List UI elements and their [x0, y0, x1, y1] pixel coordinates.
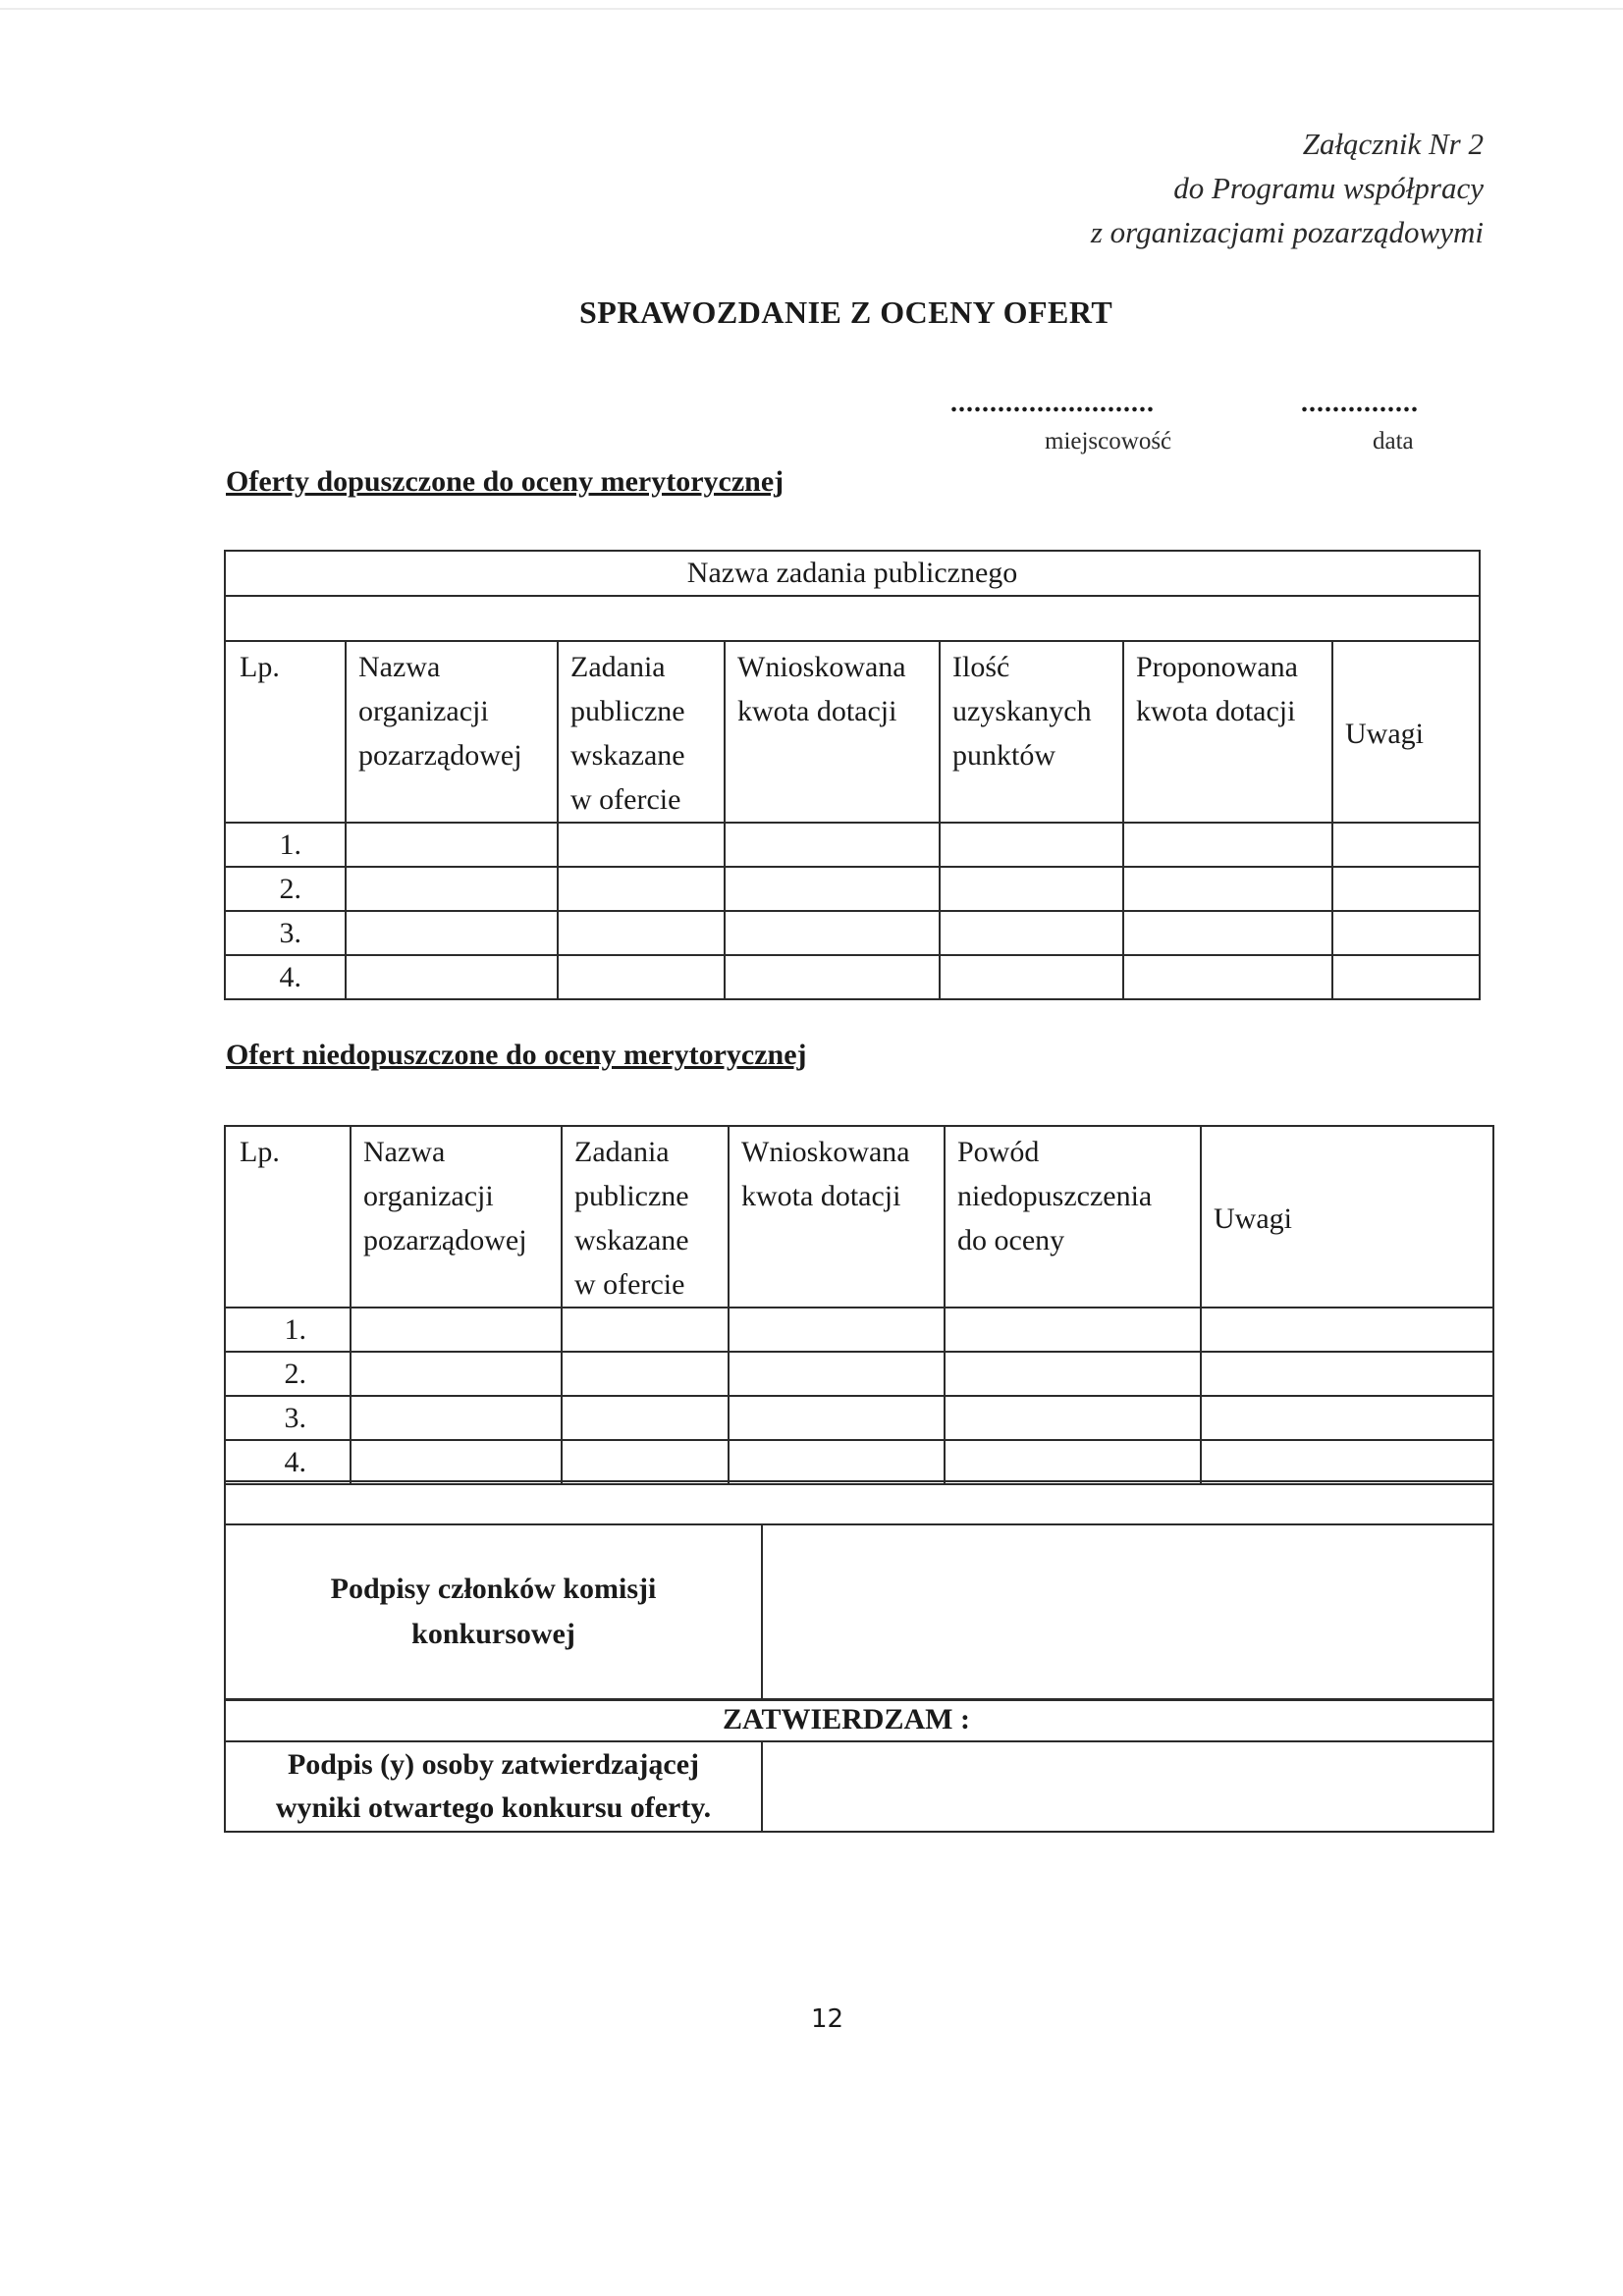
approver-label-line-1: Podpis (y) osoby zatwierdzającej: [287, 1748, 700, 1781]
column-header-line: Powód: [957, 1136, 1040, 1168]
table-cell-remarks[interactable]: [1201, 1440, 1493, 1484]
column-header-lp: [225, 641, 346, 823]
column-header-line: Proponowana: [1136, 651, 1298, 683]
column-header-line: uzyskanych: [952, 695, 1092, 727]
task-name-field[interactable]: [225, 596, 1480, 641]
table-cell-points[interactable]: [940, 911, 1123, 955]
column-header-line: Zadania: [574, 1136, 670, 1168]
table-row: [225, 911, 1480, 955]
table-cell-organization-name[interactable]: [346, 867, 558, 911]
approver-signature-label: [225, 1741, 762, 1832]
scan-top-edge: [0, 8, 1623, 10]
table-cell-requested-amount[interactable]: [725, 911, 940, 955]
table-cell-rejection-reason[interactable]: [945, 1352, 1201, 1396]
column-header-line: organizacji: [358, 695, 489, 727]
table-cell-rejection-reason[interactable]: [945, 1308, 1201, 1352]
table-cell-public-tasks[interactable]: [558, 911, 725, 955]
spacer-cell: [225, 1481, 1493, 1524]
task-name-row: [225, 551, 1480, 596]
table-cell-organization-name[interactable]: [351, 1440, 562, 1484]
column-header-line: kwota dotacji: [741, 1180, 901, 1212]
approver-label-line-2: wyniki otwartego konkursu oferty.: [275, 1791, 712, 1824]
table-cell-proposed-amount[interactable]: [1123, 911, 1332, 955]
table-cell-public-tasks[interactable]: [562, 1308, 729, 1352]
column-header-line: Lp.: [240, 651, 280, 683]
annex-line-2: do Programu współpracy: [1173, 171, 1484, 205]
column-header-line: Nazwa: [363, 1136, 446, 1168]
row-number: 4.: [225, 1440, 351, 1484]
table-cell-organization-name[interactable]: [351, 1308, 562, 1352]
column-header-line: punktów: [952, 739, 1055, 772]
column-header-line: Nazwa: [358, 651, 441, 683]
table-cell-organization-name[interactable]: [351, 1396, 562, 1440]
place-label: miejscowość: [1045, 428, 1172, 454]
column-header-line: pozarządowej: [363, 1224, 527, 1256]
table-cell-remarks[interactable]: [1332, 911, 1480, 955]
table-cell-public-tasks[interactable]: [558, 867, 725, 911]
table-cell-requested-amount[interactable]: [725, 867, 940, 911]
table-cell-public-tasks[interactable]: [562, 1352, 729, 1396]
task-name-input-row: [225, 596, 1480, 641]
annex-line-3: z organizacjami pozarządowymi: [1090, 215, 1484, 249]
row-number: 3.: [225, 911, 346, 955]
column-header-proposed-amount: [1123, 641, 1332, 823]
table-cell-remarks[interactable]: [1332, 867, 1480, 911]
table-cell-requested-amount[interactable]: [729, 1308, 945, 1352]
column-header-line: Uwagi: [1345, 717, 1424, 750]
committee-label-line-2: konkursowej: [411, 1618, 575, 1650]
column-header-rejection-reason: [945, 1126, 1201, 1308]
approver-signature-field[interactable]: [762, 1741, 1493, 1832]
table-row: [225, 867, 1480, 911]
column-header-line: Lp.: [240, 1136, 280, 1168]
row-number: 4.: [225, 955, 346, 999]
document-title: SPRAWOZDANIE Z OCENY OFERT: [579, 294, 1113, 330]
approve-label: ZATWIERDZAM :: [225, 1700, 1493, 1742]
committee-signature-label: [225, 1524, 762, 1700]
column-header-line: Ilość: [952, 651, 1010, 683]
column-header-organization-name: [346, 641, 558, 823]
column-header-line: publiczne: [570, 695, 685, 727]
column-header-line: Zadania: [570, 651, 666, 683]
table-cell-organization-name[interactable]: [351, 1352, 562, 1396]
column-header-line: kwota dotacji: [1136, 695, 1296, 727]
committee-signature-row: [225, 1524, 1493, 1700]
column-header-line: kwota dotacji: [737, 695, 897, 727]
table-cell-requested-amount[interactable]: [729, 1352, 945, 1396]
table-cell-public-tasks[interactable]: [558, 955, 725, 999]
signatures-table: [224, 1480, 1494, 1833]
section-admitted-heading: Oferty dopuszczone do oceny merytorycznej: [226, 465, 784, 498]
column-header-requested-amount: [725, 641, 940, 823]
date-fill-line: ...............: [1301, 388, 1419, 418]
column-header-line: w ofercie: [574, 1268, 685, 1301]
committee-label-line-1: Podpisy członków komisji: [330, 1573, 657, 1605]
column-header-line: niedopuszczenia: [957, 1180, 1153, 1212]
annex-line-1: Załącznik Nr 2: [1302, 127, 1484, 161]
table-cell-organization-name[interactable]: [346, 911, 558, 955]
table-row: [225, 1308, 1493, 1352]
table-row: [225, 1396, 1493, 1440]
table-cell-rejection-reason[interactable]: [945, 1396, 1201, 1440]
section-rejected-heading: Ofert niedopuszczone do oceny merytorycznej: [226, 1039, 807, 1071]
table-cell-remarks[interactable]: [1201, 1396, 1493, 1440]
table-cell-requested-amount[interactable]: [729, 1396, 945, 1440]
table-header-row: [225, 1126, 1493, 1308]
date-label: data: [1373, 428, 1414, 454]
row-number: 3.: [225, 1396, 351, 1440]
row-number: 1.: [225, 823, 346, 867]
table-cell-points[interactable]: [940, 823, 1123, 867]
column-header-line: do oceny: [957, 1224, 1065, 1256]
column-header-line: w ofercie: [570, 783, 681, 816]
task-name-label: Nazwa zadania publicznego: [225, 551, 1480, 596]
column-header-remarks: [1201, 1126, 1493, 1308]
spacer-row: [225, 1481, 1493, 1524]
row-number: 2.: [225, 1352, 351, 1396]
table-cell-organization-name[interactable]: [346, 955, 558, 999]
table-cell-requested-amount[interactable]: [729, 1440, 945, 1484]
table-row: [225, 1352, 1493, 1396]
column-header-organization-name: [351, 1126, 562, 1308]
column-header-line: Uwagi: [1214, 1201, 1292, 1235]
place-fill-line: ..........................: [950, 388, 1155, 418]
rejected-offers-table: [224, 1125, 1494, 1485]
table-cell-points[interactable]: [940, 955, 1123, 999]
admitted-offers-table: [224, 550, 1481, 1000]
column-header-public-tasks: [558, 641, 725, 823]
approve-row: [225, 1700, 1493, 1742]
table-cell-requested-amount[interactable]: [725, 955, 940, 999]
table-row: [225, 955, 1480, 999]
table-cell-rejection-reason[interactable]: [945, 1440, 1201, 1484]
table-cell-organization-name[interactable]: [346, 823, 558, 867]
row-number: 2.: [225, 867, 346, 911]
column-header-line: Wnioskowana: [737, 651, 906, 683]
table-cell-remarks[interactable]: [1332, 823, 1480, 867]
annex-header: [796, 122, 1484, 254]
table-cell-proposed-amount[interactable]: [1123, 867, 1332, 911]
table-cell-requested-amount[interactable]: [725, 823, 940, 867]
column-header-remarks: [1332, 641, 1480, 823]
table-header-row: [225, 641, 1480, 823]
table-cell-public-tasks[interactable]: [558, 823, 725, 867]
table-row: [225, 1440, 1493, 1484]
committee-signature-field[interactable]: [762, 1524, 1493, 1700]
column-header-line: wskazane: [574, 1224, 689, 1256]
column-header-line: organizacji: [363, 1180, 494, 1212]
column-header-lp: [225, 1126, 351, 1308]
approver-signature-row: [225, 1741, 1493, 1832]
column-header-line: pozarządowej: [358, 739, 522, 772]
table-cell-remarks[interactable]: [1201, 1308, 1493, 1352]
column-header-points: [940, 641, 1123, 823]
table-cell-points[interactable]: [940, 867, 1123, 911]
row-number: 1.: [225, 1308, 351, 1352]
column-header-line: wskazane: [570, 739, 685, 772]
table-cell-remarks[interactable]: [1332, 955, 1480, 999]
table-cell-public-tasks[interactable]: [562, 1396, 729, 1440]
column-header-line: Wnioskowana: [741, 1136, 910, 1168]
table-cell-proposed-amount[interactable]: [1123, 823, 1332, 867]
table-cell-remarks[interactable]: [1201, 1352, 1493, 1396]
page-number: 12: [811, 2004, 844, 2034]
column-header-line: publiczne: [574, 1180, 689, 1212]
column-header-requested-amount: [729, 1126, 945, 1308]
table-cell-proposed-amount[interactable]: [1123, 955, 1332, 999]
column-header-public-tasks: [562, 1126, 729, 1308]
table-cell-public-tasks[interactable]: [562, 1440, 729, 1484]
table-row: [225, 823, 1480, 867]
